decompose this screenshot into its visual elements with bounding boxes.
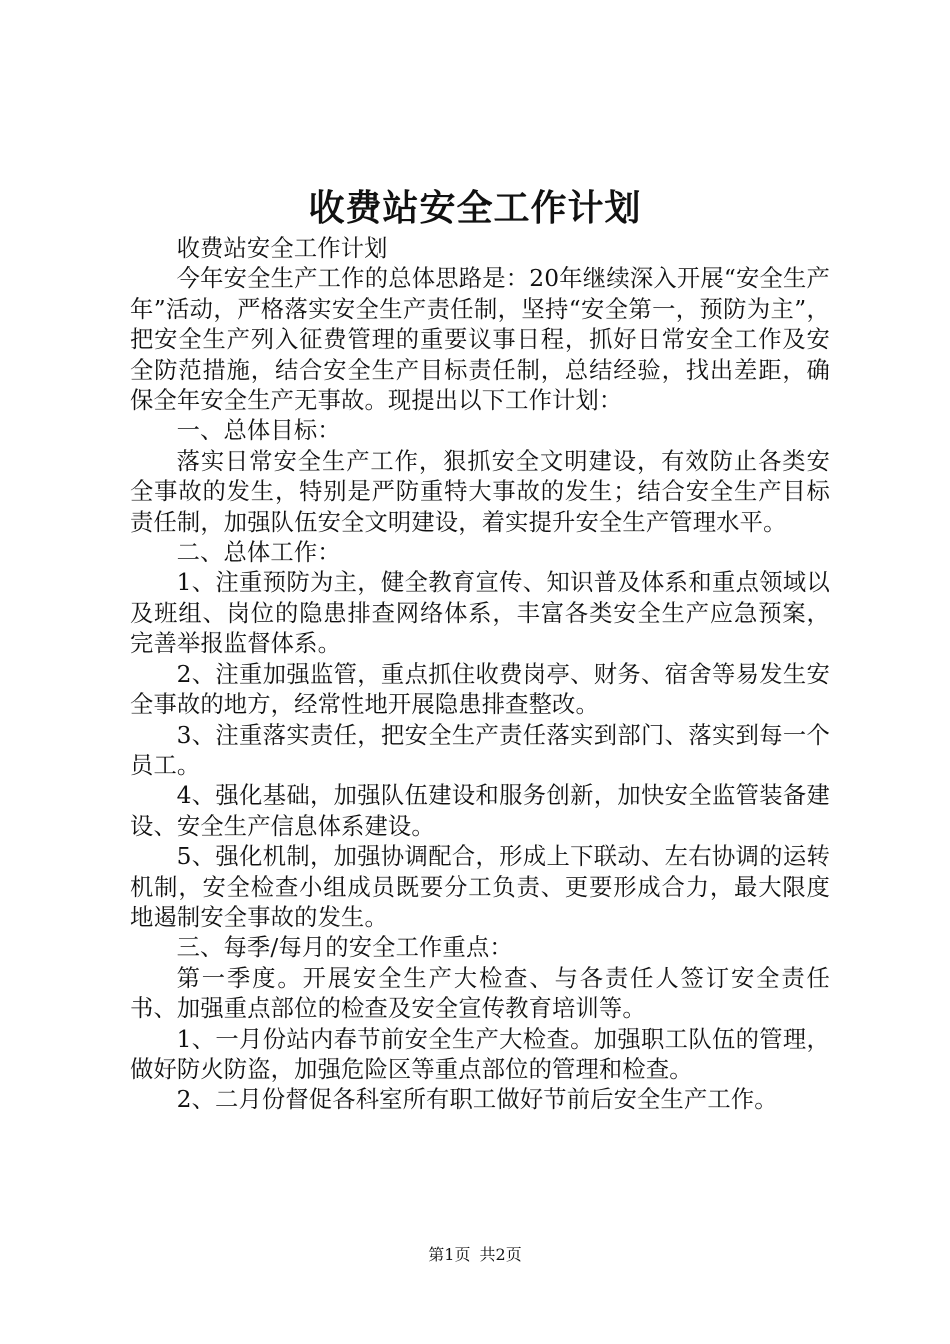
list-item-work-1: 1、注重预防为主，健全教育宣传、知识普及体系和重点领域以及班组、岗位的隐患排查网络体系，丰富各类安全生产应急预案，完善举报监督体系。 bbox=[130, 569, 830, 658]
page-footer bbox=[0, 1244, 950, 1266]
list-item-work-5: 5、强化机制，加强协调配合，形成上下联动、左右协调的运转机制，安全检查小组成员既要分工负责、更要形成合力，最大限度地遏制安全事故的发生。 bbox=[130, 843, 830, 931]
page-number: 第1页 bbox=[428, 1245, 471, 1264]
list-item-work-2: 2、注重加强监管，重点抓住收费岗亭、财务、宿舍等易发生安全事故的地方，经常性地开展隐患排查整改。 bbox=[130, 660, 830, 719]
page-total: 共2页 bbox=[479, 1245, 522, 1264]
section-heading-quarterly-focus: 三、每季/每月的安全工作重点： bbox=[176, 934, 513, 962]
list-item-january: 1、一月份站内春节前安全生产大检查。加强职工队伍的管理，做好防火防盗，加强危险区等重点部位的管理和检查。 bbox=[130, 1025, 830, 1083]
list-item-work-4: 4、强化基础，加强队伍建设和服务创新，加快安全监管装备建设、安全生产信息体系建设。 bbox=[130, 782, 830, 840]
list-item-february: 2、二月份督促各科室所有职工做好节前后安全生产工作。 bbox=[176, 1086, 778, 1114]
document-title: 收费站安全工作计划 bbox=[308, 187, 642, 229]
list-item-work-3: 3、注重落实责任，把安全生产责任落实到部门、落实到每一个员工。 bbox=[130, 721, 830, 779]
paragraph-intro: 今年安全生产工作的总体思路是：20年继续深入开展“安全生产年”活动，严格落实安全生产责任制，坚持“安全第一，预防为主”，把安全生产列入征费管理的重要议事日程，抓好日常安全工作及安全防范措施，结合安全生产目标责任制，总结经验，找出差距，确保全年安全生产无事故。现提出以下工作计划： bbox=[130, 265, 830, 415]
paragraph-first-quarter: 第一季度。开展安全生产大检查、与各责任人签订安全责任书、加强重点部位的检查及安全宣传教育培训等。 bbox=[130, 964, 830, 1023]
section-heading-overall-work: 二、总体工作： bbox=[176, 539, 341, 567]
document-body bbox=[130, 234, 830, 1116]
section-heading-overall-goal: 一、总体目标： bbox=[176, 417, 341, 445]
paragraph-subtitle: 收费站安全工作计划 bbox=[176, 235, 388, 262]
paragraph-overall-goal: 落实日常安全生产工作，狠抓安全文明建设，有效防止各类安全事故的发生，特别是严防重特大事故的发生；结合安全生产目标责任制，加强队伍安全文明建设，着实提升安全生产管理水平。 bbox=[130, 447, 830, 536]
